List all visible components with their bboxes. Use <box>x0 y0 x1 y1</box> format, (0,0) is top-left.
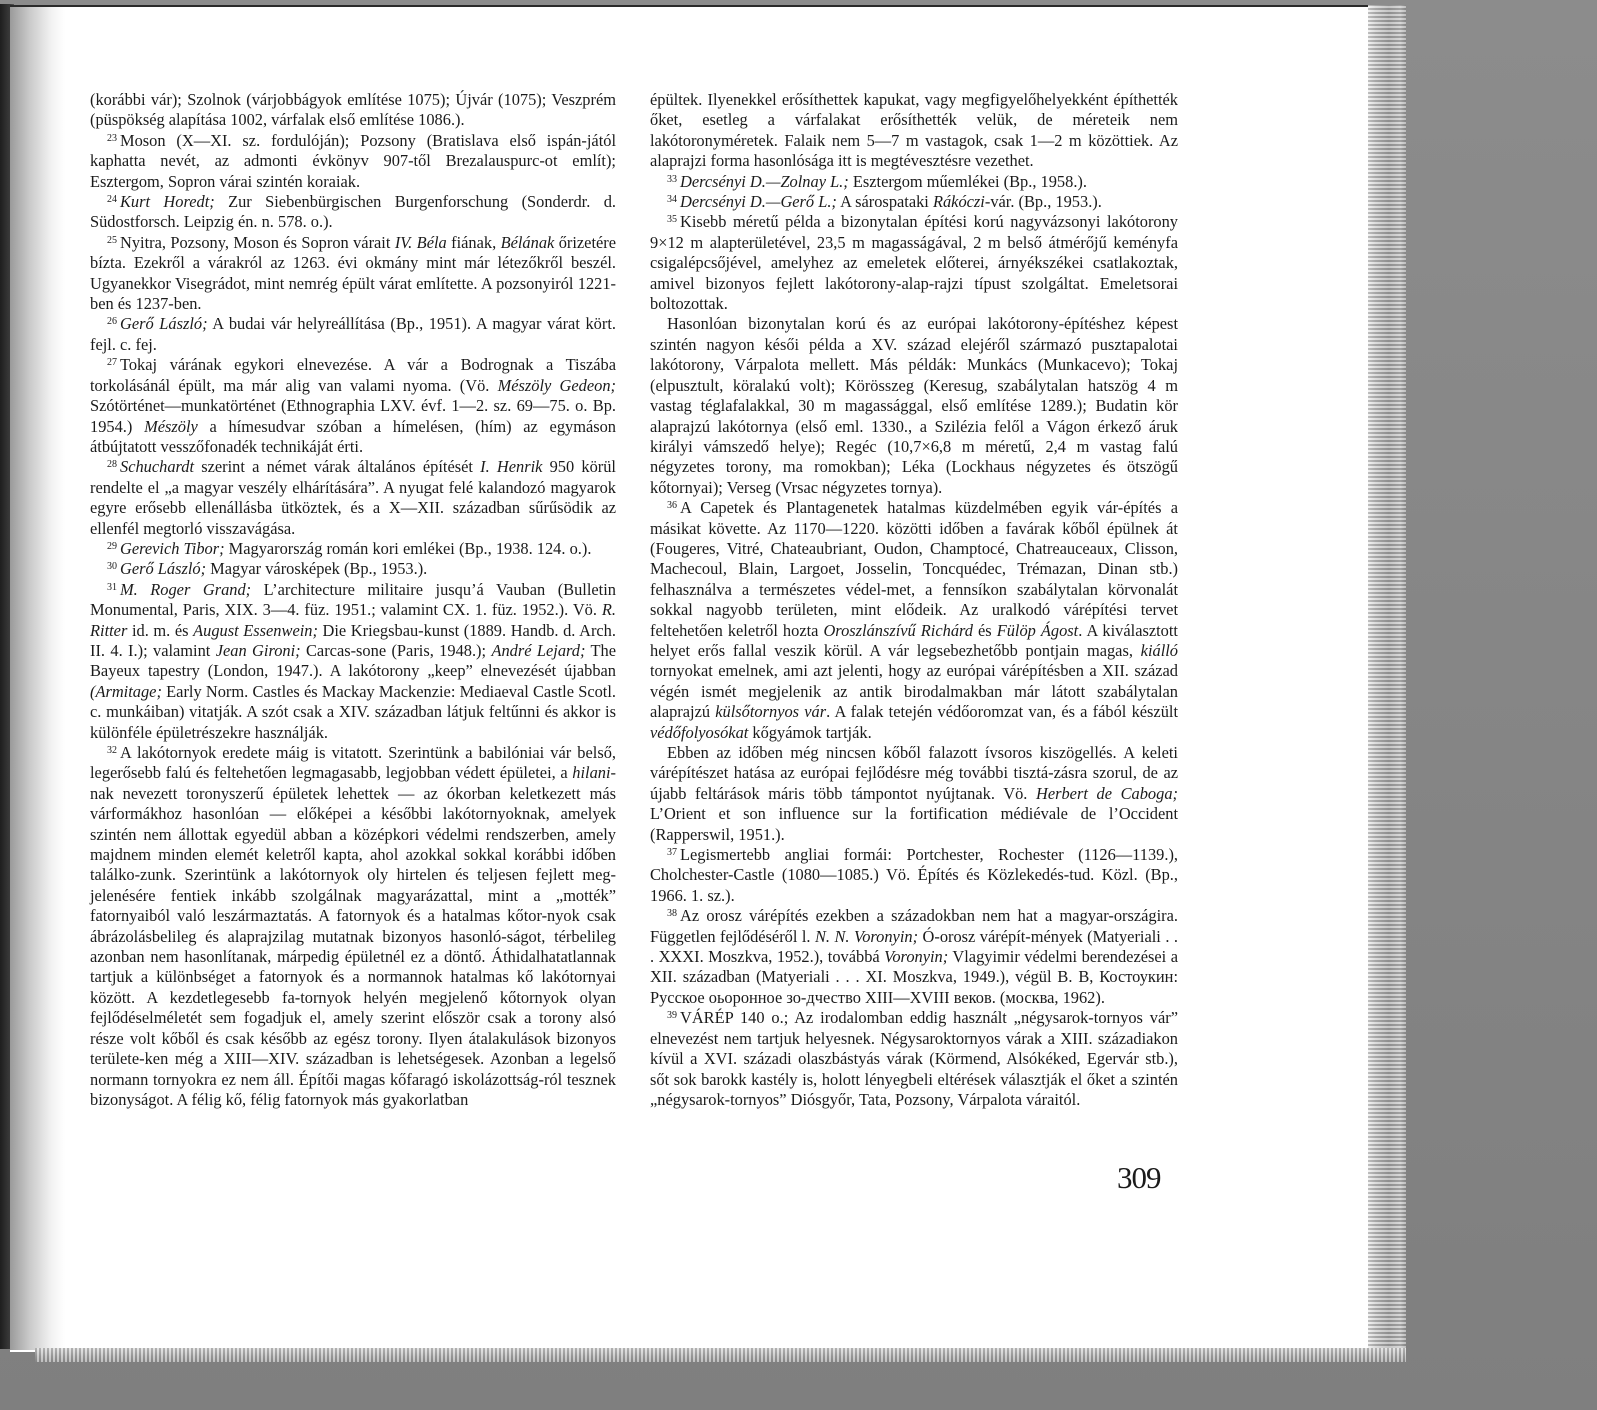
text-run: kőgyámok tartják. <box>748 722 872 742</box>
text-run: Az orosz várépítés ezekben a századokban nem hat a magyar-országira. Független fejlődéséről l. <box>650 906 1178 946</box>
text-run: Ebben az időben még nincsen kőből falazott ívsoros kiszögellés. A keleti várépítészet hatása az európai fejlődésre még további tisztá-zásra szorul, de az újabb feltárások máris több támpontot nyújtanak. Vö. <box>650 743 1178 803</box>
text-run: Kisebb méretű példa a bizonytalan építési korú nagyvázsonyi lakótorony 9×12 m alapterületével, 23,5 m magasságával, 2 m belső átmérőjű keményfa csigalépcsőjével, amelyhez az emeletek előterei, árnyékszékei csatlakoztak, amivel bizonyos fejlett lakótorony-alap-rajzi típust szolgáltat. Emeletsorai boltozottak. <box>650 212 1178 314</box>
page-stack-edge-right <box>1368 5 1406 1362</box>
italic-text: Bélának <box>500 232 555 252</box>
footnote <box>90 457 616 539</box>
text-run: -nak nevezett toronyszerű épületek lehettek — az ókorban keletkezett más várformákhoz hasonlóan — előképei a későbbi lakótornyoknak, amelyek szintén nem állottak egyedül abban a középkori védelmi rendszerben, amely majdnem minden elemét keletről kapta, ahol azokkal sokkal korábbi időben találko-zunk. Szerintünk a lakótornyok oly hirtelen és teljesen fejlett meg-jelenésére fentiek inkább szolgálnak magyarázattal, mint a „motték” fatornyaiból való leszármaztatás. A fatornyok és a hatalmas kőtor-nyok csak ábrázolásbelileg és alaprajzilag mutatnak bizonyos hasonló-ságot, térbelileg azonban nem hasonlítanak, márpedig épületnél ez a döntő. Áthidalhatatlannak tartjuk a különbséget a fatornyok és a normannok hatalmas kő lakótornyai között. A kezdetlegesebb fa-tornyok helyén megjelenő kőtornyok olyan fejlődéselméletét sem fogadjuk el, amely szerint először csak a torony alsó része volt kőből és csak később az egész torony. Ilyen átalakulások bizonyos területe-ken még a XIII—XIV. században is lehetségesek. Azonban a legelső normann tornyokra ez nem áll. Építői magas kőfaragó iskolázottság-ról tesznek bizonyságot. A félig kő, félig fatornyok más gyakorlatban <box>90 763 616 1109</box>
italic-text: Oroszlánszívű Richárd <box>823 620 973 640</box>
text-run: (korábbi vár); Szolnok (várjobbágyok említése 1075); Újvár (1075); Veszprém (püspökség alapítása 1002, várfalak első említése 1086.). <box>90 90 616 130</box>
text-run: -vár. (Bp., 1953.). <box>984 192 1102 212</box>
text-run: A lakótornyok eredete máig is vitatott. Szerintünk a babilóniai vár belső, legerősebb falú és feltehetően legmagasabb, legjobban védett épületei, a <box>90 743 616 783</box>
text-run: Ó-orosz várépít-mények (Matyeriali . . . XXXI. Moszkva, 1952.), továbbá <box>650 926 1178 967</box>
text-run: szerint a német várak általános építését <box>194 457 481 477</box>
footnote <box>90 559 616 579</box>
footnote <box>90 314 616 355</box>
italic-text: August Essenwein; <box>193 620 318 640</box>
text-run: . A kiválasztott helyet erős fallal veszik körül. A vár legsebezhetőbb pontjain magas, <box>650 620 1178 660</box>
text-run: őrizetére bízta. Ezekről a várakról az 1263. évi okmány mint már létezőkről beszél. Ugyanekkor Visegrádot, mint nemrég épült várat említette. A pozsonyiról 1221-ben és 1237-ben. <box>90 232 617 314</box>
page-number: 309 <box>1117 1160 1161 1195</box>
footnote <box>650 906 1178 1008</box>
footnote <box>650 498 1178 743</box>
italic-text: Gerő László; <box>120 314 208 334</box>
footnote-number: 33 <box>667 173 677 185</box>
text-run: Early Norm. Castles és Mackay Mackenzie: Mediaeval Castle Scotl. c. munkáiban) vitatják. A szót csak a XIV. században látjuk feltűnni és akkor is különféle épületrészekre használják. <box>90 681 616 742</box>
italic-text: hilani <box>572 763 611 783</box>
text-run: VÁRÉP 140 o.; Az irodalomban eddig használt „négysarok-tornyos vár” elnevezést nem tartjuk helyesnek. Négysaroktornyos várak a XIII. századiakon kívül a XVI. századi olaszbástyás várak (Körmend, Alsókéked, Egervár stb.), sőt sok barokk kastély is, holott lényegbeli eltérések választják el őket a szintén „négysarok-tornyos” Diósgyőr, Tata, Pozsony, Várpalota váraitól. <box>650 1008 1178 1109</box>
text-run: Magyar városképek (Bp., 1953.). <box>206 559 428 579</box>
paragraph <box>650 90 1178 172</box>
footnote-number: 34 <box>667 194 677 206</box>
italic-text: Mészöly Gedeon; <box>497 375 616 395</box>
italic-text: (Armitage; <box>90 681 162 701</box>
text-run: A sárospataki <box>836 192 933 212</box>
footnote-number: 28 <box>107 459 117 471</box>
footnote-number: 25 <box>107 234 117 246</box>
text-run: Nyitra, Pozsony, Moson és Sopron várait <box>120 232 395 252</box>
text-run: Vlagyimir védelmi berendezései a XII. században (Matyeriali . . . XI. Moszkva, 1949.), végül В. В, Костоукин: Русское оьоронное зо-дчество XIII—XVIII веков. (москва, 1962). <box>650 947 1178 1007</box>
italic-text: M. Roger Grand; <box>120 579 252 599</box>
left-column <box>90 90 616 1110</box>
footnote <box>90 743 616 1110</box>
footnote <box>90 355 616 457</box>
text-run: Esztergom műemlékei (Bp., 1958.). <box>848 171 1087 191</box>
text-run: 950 körül rendelte el „a magyar veszély elhárítására”. A nyugat felé kalandozó magyarok egyre erősebb ellenállásba ütköztek, és a X—XII. században sűrűsödik az ellenfél megtorló visszavágása. <box>90 457 616 538</box>
text-run: Die Kriegsbau-kunst (1889. Handb. d. Arch. II. 4. I.); valamint <box>90 620 616 660</box>
text-run: fiának, <box>446 232 501 252</box>
text-run: Hasonlóan bizonytalan korú és az európai lakótorony-építéshez képest szintén nagyon késői példa a XV. század elejéről származó pusztapalotai lakótorony, Várpalota mellett. Más példák: Munkács (Munkacevo); Tokaj (elpusztult, köralakú volt); Körösszeg (Keresug, szabálytalan hatszög 4 m vastag téglafalakkal, 30 m magassággal, első említése 1289.); Budatin kör alaprajzú lakótornya (első eml. 1330., a Szilézia felől a Vágon érkező áruk királyi vámszedő helye); Regéc (10,7×6,8 m méretű, 2,4 m vastag falú négyzetes torony, ma romokban); Léka (Lockhaus négyzetes és ötszögű kőtornyai); Verseg (Vrsac négyzetes tornya). <box>650 314 1178 497</box>
italic-text: Jean Gironi; <box>215 640 301 660</box>
text-run: épültek. Ilyenekkel erősíthettek kapukat, vagy megfigyelőhelyekként építhették őket, esetleg a várfalakat erősíthették velük, de méreteik nem lakótoronyméretek. Falaik nem 5—7 m vastagok, csak 1—2 m közöttiek. Az alaprajzi forma hasonlósága itt is megtévesztésre vezethet. <box>650 90 1178 171</box>
text-run: Carcas-sone (Paris, 1948.); <box>300 640 492 660</box>
italic-text: Mészöly <box>144 416 198 436</box>
italic-text: Gerevich Tibor; <box>120 538 225 558</box>
text-run: L’Orient et son influence sur la fortification médiévale de l’Occident (Rapperswil, 1951.). <box>650 804 1178 844</box>
italic-text: I. Henrik <box>480 457 543 477</box>
footnote-number: 24 <box>107 194 117 206</box>
right-column <box>650 90 1178 1110</box>
italic-text: Schuchardt <box>120 457 195 477</box>
text-run: a hímesudvar szóban a hímelésen, (hím) az egymáson átbújtatott vesszőfonadék technikáját érti. <box>90 416 617 456</box>
page-stack-edge-bottom <box>35 1348 1406 1362</box>
footnote-number: 38 <box>667 908 677 920</box>
italic-text: külsőtornyos vár <box>715 702 827 722</box>
italic-text: védőfolyosókat <box>650 722 749 742</box>
italic-text: Kurt Horedt; <box>120 192 215 212</box>
footnote <box>650 845 1178 906</box>
text-run: Legismertebb angliai formái: Portchester, Rochester (1126—1139.), Cholchester-Castle (1080—1085.) Vö. Építés és Közlekedés-tud. Közl. (Bp., 1966. 1. sz.). <box>650 845 1178 905</box>
text-run: id. m. és <box>127 620 194 640</box>
italic-text: Dercsényi D.—Zolnay L.; <box>680 171 849 191</box>
footnote-number: 30 <box>107 561 117 573</box>
text-run: A Capetek és Plantagenetek hatalmas küzdelmében egyik vár-építés a másikat követte. Az 1170—1220. közötti időben a favárak kőből épülnek át (Fougeres, Vitré, Chateaubriant, Oudon, Champtocé, Chatreauceaux, Clisson, Machecoul, Blain, Largoet, Josselin, Toncquédec, Trémazan, Dinan stb.) felhasználva a természetes védel-met, a fennsíkon szabálytalan körvonalát sokkal nagyobb területen, mint elődeik. Az uralkodó várépítési tervet feltehetően keletről hozta <box>650 498 1178 640</box>
italic-text: Voronyin; <box>884 947 949 967</box>
footnote-number: 26 <box>107 316 117 328</box>
footnote <box>650 172 1178 192</box>
text-run: Magyarország román kori emlékei (Bp., 1938. 124. o.). <box>224 538 592 558</box>
text-run: The Bayeux tapestry (London, 1947.). A lakótorony „keep” elnevezését újabban <box>90 640 617 681</box>
text-run: Moson (X—XI. sz. fordulóján); Pozsony (Bratislava első ispán-jától kaphatta nevét, az admonti évkönyv 907-től Brezalauspurc-ot említ); Esztergom, Sopron várai szintén koraiak. <box>90 130 616 191</box>
italic-text: kiálló <box>1140 640 1178 660</box>
italic-text: André Lejard; <box>491 640 586 660</box>
footnote-number: 39 <box>667 1010 677 1022</box>
italic-text: R. Ritter <box>90 600 616 640</box>
gutter-shadow <box>10 7 65 1350</box>
paragraph <box>90 90 616 131</box>
text-run: tornyokat emelnek, ami azt jelenti, hogy az európai várépítésben a XII. század végén ismét megjelenik az antik birodalmakban már látott szabálytalan alaprajzú <box>650 661 1178 722</box>
footnote-number: 29 <box>107 540 117 552</box>
footnote <box>90 192 616 233</box>
italic-text: Gerő László; <box>120 559 207 579</box>
footnote-number: 32 <box>107 745 117 756</box>
italic-text: IV. Béla <box>394 232 447 252</box>
paragraph <box>650 314 1178 498</box>
text-run: Zur Siebenbürgischen Burgenforschung (Sonderdr. d. Südostforsch. Leipzig én. n. 578. o.). <box>90 192 616 232</box>
footnote <box>90 233 616 315</box>
text-run: L’architecture militaire jusqu’á Vauban (Bulletin Monumental, Paris, XIX. 3—4. füz. 1951.; valamint CX. 1. füz. 1952.). Vö. <box>90 579 616 620</box>
text-run: Tokaj várának egykori elnevezése. A vár a Bodrognak a Tiszába torkolásánál épült, ma már alig van valami nyoma. (Vö. <box>90 355 616 395</box>
footnote-number: 27 <box>107 357 117 369</box>
footnote-number: 23 <box>107 132 117 144</box>
footnote <box>650 212 1178 314</box>
footnote <box>90 580 616 743</box>
footnote <box>90 131 616 192</box>
italic-text: Herbert de Caboga; <box>1036 783 1178 803</box>
text-run: . A falak tetején védőoromzat van, és a fából készült <box>826 702 1179 722</box>
italic-text: Dercsényi D.—Gerő L.; <box>680 192 837 212</box>
footnote-number: 31 <box>107 581 117 593</box>
text-run: A budai vár helyreállítása (Bp., 1951). A magyar várat kört. fejl. c. fej. <box>90 314 616 354</box>
text-run: és <box>972 620 997 640</box>
text-run: Szótörténet—munkatörténet (Ethnographia LXV. évf. 1—2. sz. 69—75. o. Bp. 1954.) <box>90 396 616 436</box>
footnote-number: 36 <box>667 500 677 512</box>
italic-text: N. N. Voronyin; <box>815 926 919 946</box>
italic-text: Fülöp Ágost <box>996 620 1079 640</box>
footnote <box>650 1008 1178 1110</box>
italic-text: Rákóczi <box>932 192 985 212</box>
footnote <box>650 192 1178 212</box>
paragraph <box>650 743 1178 845</box>
footnote-number: 37 <box>667 847 677 859</box>
footnote-number: 35 <box>667 214 677 226</box>
footnote <box>90 539 616 559</box>
